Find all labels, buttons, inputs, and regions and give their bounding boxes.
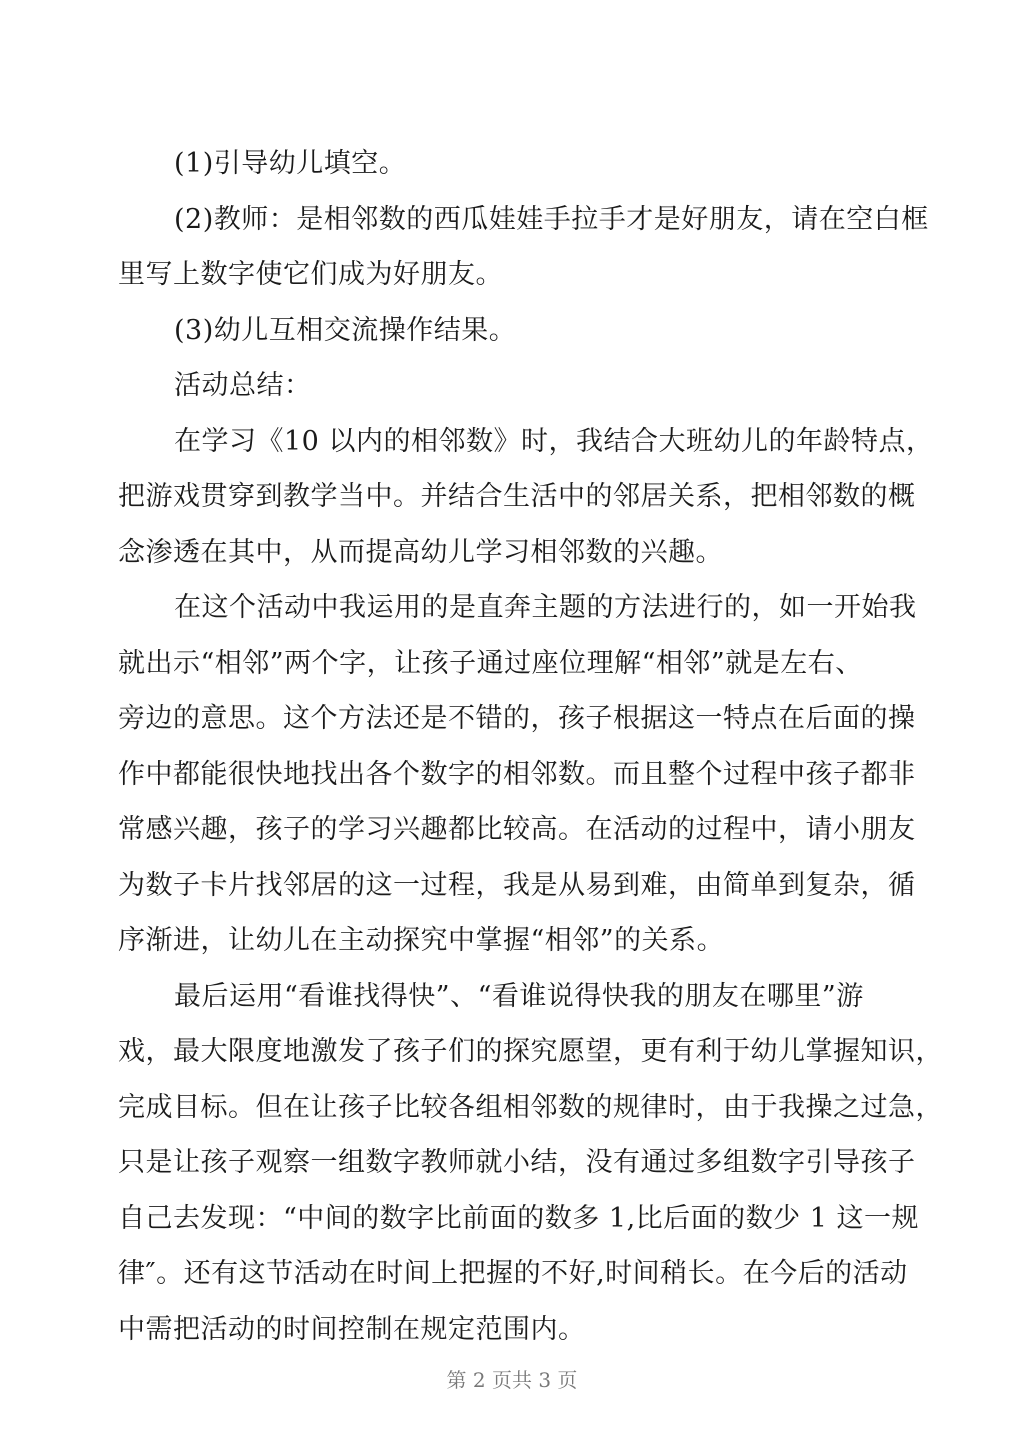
text-line: 序渐进，让幼儿在主动探究中掌握“相邻”的关系。	[118, 925, 725, 956]
text-line: 完成目标。但在让孩子比较各组相邻数的规律时，由于我操之过急，	[118, 1091, 943, 1123]
text-line: 里写上数字使它们成为好朋友。	[118, 259, 503, 290]
text-line: 旁边的意思。这个方法还是不错的，孩子根据这一特点在后面的操	[118, 703, 916, 734]
text-line: (1)引导幼儿填空。	[174, 148, 407, 179]
document-body	[118, 136, 943, 1357]
text-line: 只是让孩子观察一组数字教师就小结，没有通过多组数字引导孩子	[118, 1147, 916, 1178]
text-line: 就出示“相邻”两个字，让孩子通过座位理解“相邻”就是左右、	[118, 647, 863, 679]
section-heading: 活动总结：	[174, 370, 312, 401]
text-line: 作中都能很快地找出各个数字的相邻数。而且整个过程中孩子都非	[118, 758, 916, 790]
text-line: (2)教师：是相邻数的西瓜娃娃手拉手才是好朋友，请在空白框	[174, 203, 929, 235]
text-line: 律″。还有这节活动在时间上把握的不好,时间稍长。在今后的活动	[118, 1258, 908, 1289]
text-line: 为数子卡片找邻居的这一过程，我是从易到难，由简单到复杂，循	[118, 869, 916, 901]
text-line: 自己去发现：“中间的数字比前面的数多 1,比后面的数少 1 这一规	[118, 1202, 919, 1234]
text-line: 在这个活动中我运用的是直奔主题的方法进行的，如一开始我	[174, 592, 917, 623]
text-line: 念渗透在其中，从而提高幼儿学习相邻数的兴趣。	[118, 536, 723, 568]
text-line: 最后运用“看谁找得快”、“看谁说得快我的朋友在哪里”游	[174, 980, 864, 1012]
text-line: 戏，最大限度地激发了孩子们的探究愿望，更有利于幼儿掌握知识，	[118, 1036, 943, 1067]
page-number-footer: 第 2 页共 3 页	[446, 1368, 578, 1392]
text-line: 在学习《10 以内的相邻数》时，我结合大班幼儿的年龄特点，	[174, 425, 934, 457]
text-line: (3)幼儿互相交流操作结果。	[174, 314, 517, 346]
text-line: 常感兴趣，孩子的学习兴趣都比较高。在活动的过程中，请小朋友	[118, 814, 916, 845]
text-line: 中需把活动的时间控制在规定范围内。	[118, 1313, 586, 1345]
text-line: 把游戏贯穿到教学当中。并结合生活中的邻居关系，把相邻数的概	[118, 481, 916, 512]
